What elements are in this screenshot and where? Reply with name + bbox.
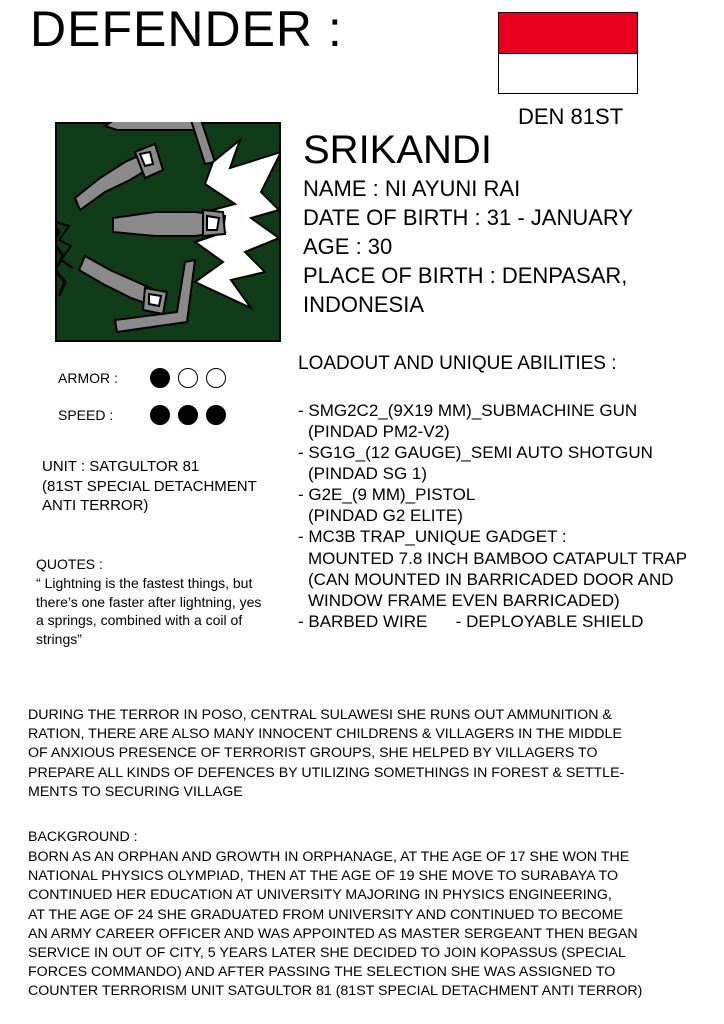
quote-line: “ Lightning is the fastest things, but (36, 575, 253, 591)
story-text (28, 706, 708, 802)
quote-line: strings” (36, 630, 82, 647)
background-line: COUNTER TERRORISM UNIT SATGULTOR 81 (81ST SPECIAL DETACHMENT ANTI TERROR) (28, 983, 643, 1000)
unit-line: UNIT : SATGULTOR 81 (42, 458, 200, 475)
background-line: CONTINUED HER EDUCATION AT UNIVERSITY MAJORING IN PHYSICS ENGINEERING, (28, 887, 612, 904)
flag-red-stripe (499, 13, 637, 53)
info-place-of-birth: PLACE OF BIRTH : DENPASAR, (303, 263, 628, 288)
speed-rating (150, 405, 226, 425)
loadout-item: - G2E_(9 MM)_PISTOL (298, 485, 476, 505)
background-text (28, 848, 718, 1001)
story-line: OF ANXIOUS PRESENCE OF TERRORIST GROUPS, SHE HELPED BY VILLAGERS TO (28, 745, 598, 762)
background-line: AT THE AGE OF 24 SHE GRADUATED FROM UNIVERSITY AND CONTINUED TO BECOME (28, 906, 623, 923)
speed-dot (178, 405, 198, 425)
background-line: BORN AS AN ORPHAN AND GROWTH IN ORPHANAGE, AT THE AGE OF 17 SHE WON THE (28, 849, 630, 865)
loadout-item-detail: WINDOW FRAME EVEN BARRICADED) (308, 590, 620, 610)
speed-label: SPEED : (58, 407, 114, 423)
operator-name: SRIKANDI (303, 128, 492, 172)
armor-dot (206, 368, 226, 388)
armor-label: ARMOR : (58, 370, 118, 386)
story-line: MENTS TO SECURING VILLAGE (28, 783, 243, 800)
info-name: NAME : NI AYUNI RAI (303, 176, 521, 201)
page-title: DEFENDER : (30, 1, 343, 57)
background-line: NATIONAL PHYSICS OLYMPIAD, THEN AT THE AGE OF 19 SHE MOVE TO SURABAYA TO (28, 868, 618, 885)
armor-dot (150, 368, 170, 388)
loadout-title: LOADOUT AND UNIQUE ABILITIES : (298, 353, 617, 374)
story-line: PREPARE ALL KINDS OF DEFENCES BY UTILIZING SOMETHINGS IN FOREST & SETTLE- (28, 764, 625, 781)
background-line: FORCES COMMANDO) AND AFTER PASSING THE SELECTION SHE WAS ASSIGNED TO (28, 964, 616, 981)
loadout-item: - SG1G_(12 GAUGE)_SEMI AUTO SHOTGUN (298, 443, 653, 463)
background-line: SERVICE IN OUT OF CITY, 5 YEARS LATER SHE DECIDED TO JOIN KOPASSUS (SPECIAL (28, 944, 626, 961)
story-line: RATION, THERE ARE ALSO MANY INNOCENT CHILDRENS & VILLAGERS IN THE MIDDLE (28, 726, 622, 743)
armor-rating (150, 368, 226, 388)
info-date-of-birth: DATE OF BIRTH : 31 - JANUARY (303, 205, 634, 230)
loadout-list (298, 400, 718, 632)
background-label: BACKGROUND : (28, 829, 138, 845)
loadout-item: - BARBED WIRE - DEPLOYABLE SHIELD (298, 611, 644, 631)
loadout-item-detail: (PINDAD PM2-V2) (308, 422, 450, 442)
flag-white-stripe (499, 53, 637, 93)
info-country: INDONESIA (303, 292, 425, 317)
loadout-item-detail: (PINDAD SG 1) (308, 464, 428, 484)
quote-line: a springs, combined with a coil of (36, 612, 243, 629)
quote-line: there’s one faster after lightning, yes (36, 593, 262, 610)
loadout-item: - MC3B TRAP_UNIQUE GADGET : (298, 527, 567, 547)
quote-text (36, 574, 286, 648)
operator-badge-icon (55, 122, 281, 342)
armor-dot (178, 368, 198, 388)
info-age: AGE : 30 (303, 234, 393, 259)
speed-dot (206, 405, 226, 425)
unit-line: (81ST SPECIAL DETACHMENT (42, 477, 257, 495)
unit-code: DEN 81ST (518, 104, 624, 129)
loadout-item-detail: MOUNTED 7.8 INCH BAMBOO CATAPULT TRAP (308, 548, 688, 568)
indonesia-flag (498, 12, 638, 94)
story-line: DURING THE TERROR IN POSO, CENTRAL SULAWESI SHE RUNS OUT AMMUNITION & (28, 707, 612, 723)
speed-dot (150, 405, 170, 425)
unit-description (42, 457, 292, 516)
loadout-item-detail: (CAN MOUNTED IN BARRICADED DOOR AND (308, 569, 674, 589)
loadout-item: - SMG2C2_(9X19 MM)_SUBMACHINE GUN (298, 401, 638, 420)
background-line: AN ARMY CAREER OFFICER AND WAS APPOINTED AS MASTER SERGEANT THEN BEGAN (28, 925, 638, 942)
unit-line: ANTI TERROR) (42, 497, 149, 514)
loadout-item-detail: (PINDAD G2 ELITE) (308, 506, 463, 526)
quotes-label: QUOTES : (36, 556, 103, 572)
